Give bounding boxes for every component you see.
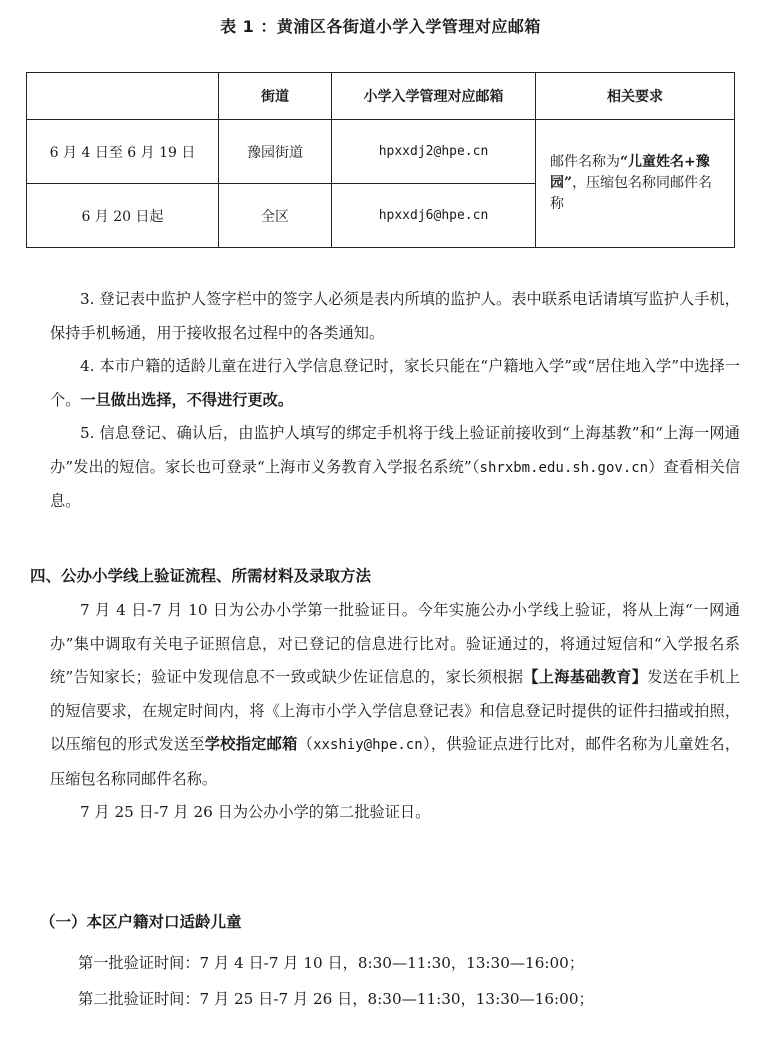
requirement-cell [536, 120, 735, 248]
s4-emphasis-d: 学校指定邮箱 [204, 735, 298, 753]
paragraph-5-text: 5. 信息登记、确认后，由监护人填写的绑定手机将于线上验证前接收到“上海基教”和“上海一网通办”发出的短信。家长也可登录“上海市义务教育入学报名系统”（ [50, 424, 740, 476]
requirement-text-1: 邮件名称为 [550, 154, 620, 170]
subsection-1-heading: （一）本区户籍对口适龄儿童 [40, 913, 242, 931]
section-4-paragraph-1 [50, 594, 740, 796]
paragraph-4-emphasis: 一旦做出选择，不得进行更改。 [80, 390, 293, 409]
paragraph-5-url: shrxbm.edu.sh.gov.cn [479, 459, 649, 476]
s4-emphasis-b: 【上海基础教育】 [523, 668, 648, 686]
header-requirement: 相关要求 [536, 73, 735, 120]
s4-text-e: （ [297, 735, 314, 753]
paragraph-block-1 [50, 283, 740, 519]
row-email: hpxxdj6@hpe.cn [332, 184, 536, 248]
verification-time-2: 第二批验证时间：7 月 25 日-7 月 26 日，8:30—11:30，13:30—16:00； [78, 990, 594, 1008]
paragraph-block-2 [50, 594, 740, 830]
header-street: 街道 [219, 73, 332, 120]
s4-email: xxshiy@hpe.cn [313, 737, 423, 753]
paragraph-4-text: 4. 本市户籍的适龄儿童在进行入学信息登记时，家长只能在“户籍地入学”或“居住地入学”中选择一个。 [50, 357, 740, 409]
section-4-paragraph-2: 7 月 25 日-7 月 26 日为公办小学的第二批验证日。 [80, 803, 431, 821]
s4-text-c: 发送在手机上的短信要求，在规定时间内，将《上海市小学入学信息登记表》和信息登记时提供的证件扫描或拍照，以压缩包的形式发送至 [50, 668, 741, 753]
paragraph-5 [50, 417, 740, 519]
section-4-heading: 四、公办小学线上验证流程、所需材料及录取方法 [30, 567, 372, 585]
requirement-text-3: ，压缩包名称同邮件名称 [550, 175, 713, 212]
paragraph-4 [50, 350, 740, 417]
row-email: hpxxdj2@hpe.cn [332, 120, 536, 184]
header-blank [27, 73, 219, 120]
verification-time-1: 第一批验证时间：7 月 4 日-7 月 10 日，8:30—11:30，13:30—16:00； [78, 954, 585, 972]
row-date: 6 月 20 日起 [27, 184, 219, 248]
paragraph-3: 3. 登记表中监护人签字栏中的签字人必须是表内所填的监护人。表中联系电话请填写监护人手机，保持手机畅通，用于接收报名过程中的各类通知。 [50, 290, 740, 342]
s4-text-a: 7 月 4 日-7 月 10 日为公办小学第一批验证日。今年实施公办小学线上验证，将从上海“一网通办”集中调取有关电子证照信息，对已登记的信息进行比对。验证通过的，将通过短信和“入学报名系统”告知家长；验证中发现信息不一致或缺少佐证信息的，家长须根据 [50, 601, 740, 686]
paragraph-5-text-end: ）查看相关信息。 [50, 457, 740, 510]
table-title: 表 1 ：黄浦区各街道小学入学管理对应邮箱 [220, 17, 541, 36]
s4-text-f: ），供验证点进行比对，邮件名称为儿童姓名，压缩包名称同邮件名称。 [50, 735, 741, 788]
requirement-text-2: “儿童姓名+豫园” [550, 154, 710, 191]
row-street: 豫园街道 [219, 120, 332, 184]
table-header-row [27, 73, 735, 120]
mailbox-table [26, 72, 735, 248]
header-email: 小学入学管理对应邮箱 [332, 73, 536, 120]
row-street: 全区 [219, 184, 332, 248]
table-row [27, 120, 735, 184]
row-date: 6 月 4 日至 6 月 19 日 [27, 120, 219, 184]
